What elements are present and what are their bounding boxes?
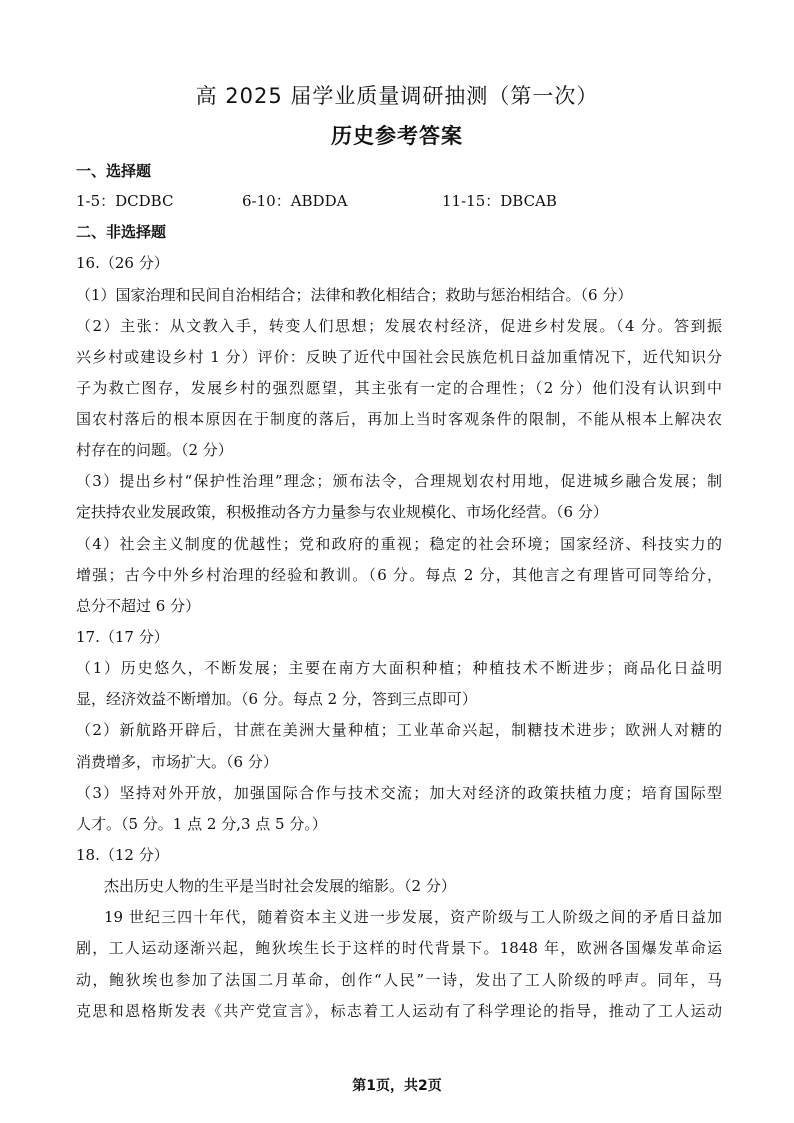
section-heading-choice: 一、选择题: [76, 162, 152, 180]
answer-line: 消费增多，市场扩大。（6 分）: [76, 753, 278, 771]
document-subtitle: 历史参考答案: [331, 124, 463, 148]
mc-answers-6-10: 6-10：ABDDA: [242, 192, 348, 210]
mc-answers-11-15: 11-15：DBCAB: [442, 192, 557, 210]
answer-line: 动，鲍狄埃也参加了法国二月革命，创作“人民”一诗，发出了工人阶级的呼声。同年，马: [76, 971, 722, 989]
answer-line: （1）国家治理和民间自治相结合；法律和教化相结合；救助与惩治相结合。（6 分）: [76, 286, 633, 304]
answer-line: 子为救亡图存，发展乡村的强烈愿望，其主张有一定的合理性；（2 分）他们没有认识到中: [76, 379, 722, 397]
answer-line: （2）主张：从文教入手，转变人们思想；发展农村经济，促进乡村发展。（4 分。答到振: [76, 317, 722, 335]
section-heading-nonchoice: 二、非选择题: [76, 223, 167, 241]
answer-line: 剧，工人运动逐渐兴起，鲍狄埃生长于这样的时代背景下。1848 年，欧洲各国爆发革命运: [76, 939, 722, 957]
question-17-heading: 17.（17 分）: [76, 628, 169, 646]
page-footer: 第1页，共2页: [352, 1078, 442, 1094]
answer-line: 总分不超过 6 分）: [76, 597, 201, 615]
answer-line: 克思和恩格斯发表《共产党宣言》，标志着工人运动有了科学理论的指导，推动了工人运动: [76, 1002, 722, 1020]
answer-line: 显，经济效益不断增加。（6 分。每点 2 分，答到三点即可）: [76, 690, 477, 708]
answer-line: （3）提出乡村“保护性治理”理念；颁布法令，合理规划农村用地，促进城乡融合发展；制: [76, 472, 722, 490]
answer-line: 19 世纪三四十年代，随着资本主义进一步发展，资产阶级与工人阶级之间的矛盾日益加: [104, 908, 722, 926]
mc-answers-1-5: 1-5：DCDBC: [76, 192, 174, 210]
question-18-heading: 18.（12 分）: [76, 846, 169, 864]
answer-line: （1）历史悠久，不断发展；主要在南方大面积种植；种植技术不断进步；商品化日益明: [76, 659, 722, 677]
answer-line: 定扶持农业发展政策，积极推动各方力量参与农业规模化、市场化经营。（6 分）: [76, 503, 608, 521]
answer-line: 国农村落后的根本原因在于制度的落后，再加上当时客观条件的限制，不能从根本上解决农: [76, 410, 722, 428]
answer-line: （3）坚持对外开放，加强国际合作与技术交流；加大对经济的政策扶植力度；培育国际型: [76, 784, 722, 802]
answer-line: 村存在的问题。（2 分）: [76, 441, 233, 459]
document-title: 高 2025 届学业质量调研抽测（第一次）: [195, 84, 599, 108]
answer-line: 增强；古今中外乡村治理的经验和教训。（6 分。每点 2 分，其他言之有理皆可同等给分，: [76, 566, 722, 584]
answer-line: 兴乡村或建设乡村 1 分）评价：反映了近代中国社会民族危机日益加重情况下，近代知识分: [76, 348, 722, 366]
answer-line: 人才。（5 分。1 点 2 分,3 点 5 分。）: [76, 815, 327, 833]
answer-line: （2）新航路开辟后，甘蔗在美洲大量种植；工业革命兴起，制糖技术进步；欧洲人对糖的: [76, 721, 722, 739]
answer-line: （4）社会主义制度的优越性；党和政府的重视；稳定的社会环境；国家经济、科技实力的: [76, 535, 722, 553]
answer-line: 杰出历史人物的生平是当时社会发展的缩影。（2 分）: [104, 877, 456, 895]
question-16-heading: 16.（26 分）: [76, 254, 169, 272]
